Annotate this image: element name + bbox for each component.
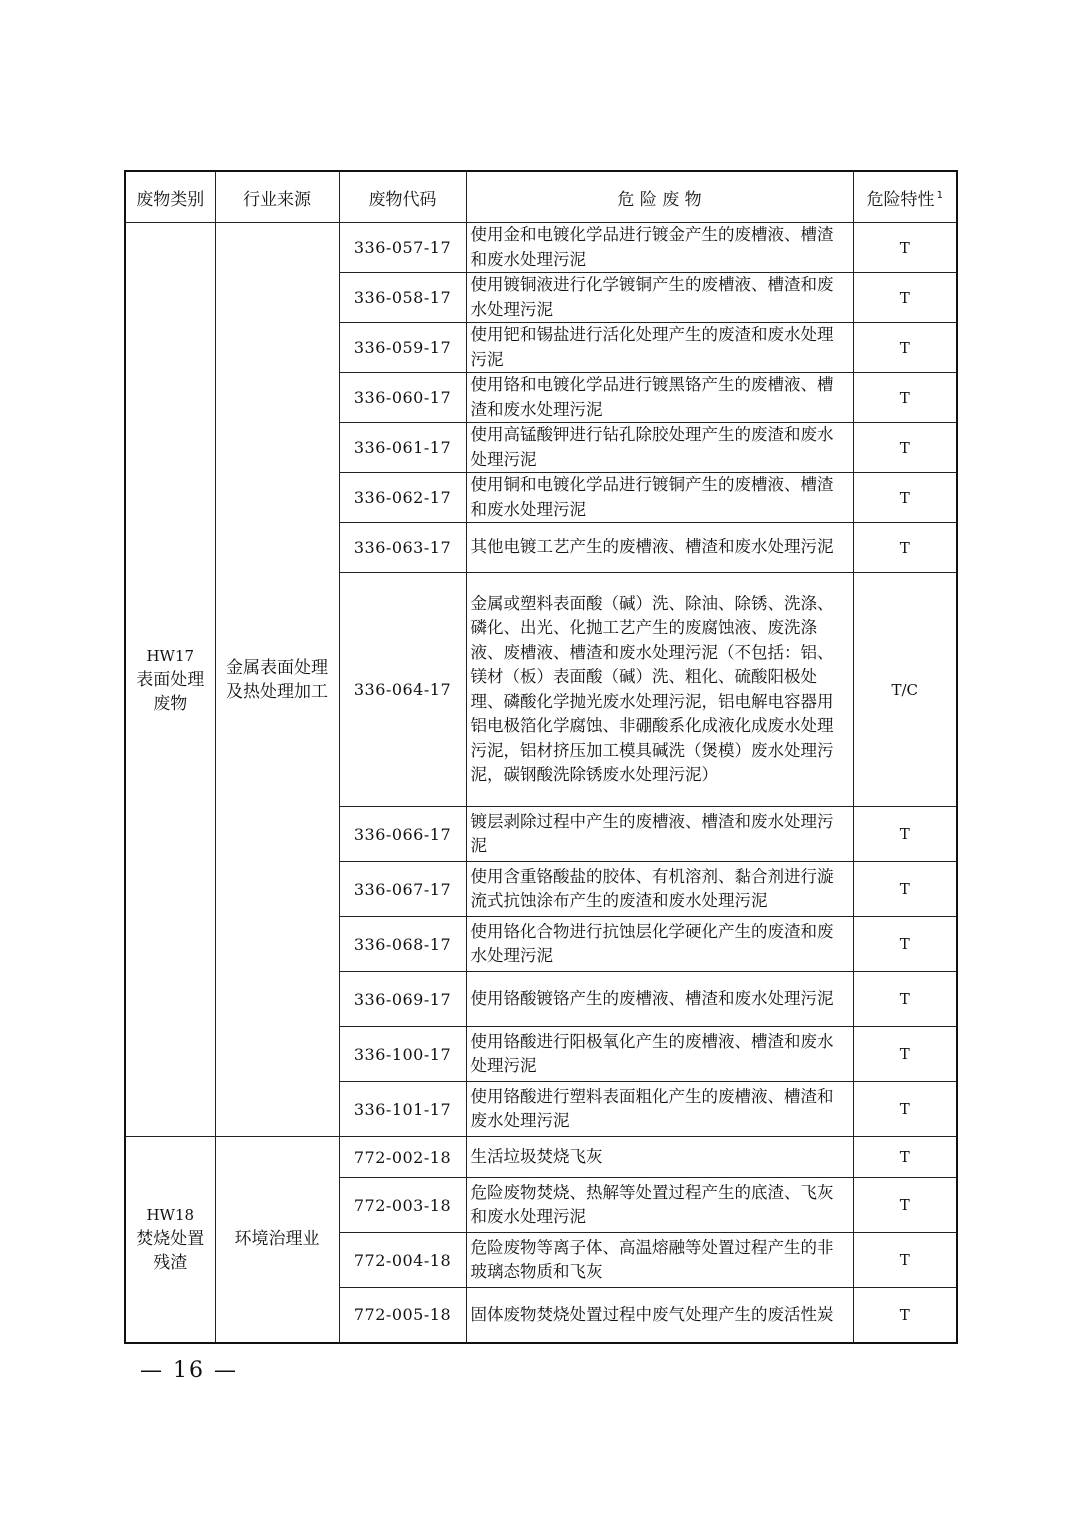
waste-description-cell: 使用铬酸镀铬产生的废槽液、槽渣和废水处理污泥 xyxy=(466,972,853,1027)
waste-code-cell: 336-066-17 xyxy=(339,807,466,862)
waste-description-cell: 镀层剥除过程中产生的废槽液、槽渣和废水处理污泥 xyxy=(466,807,853,862)
table-row xyxy=(125,1137,957,1178)
header-hazard xyxy=(853,171,957,223)
waste-code-cell: 336-067-17 xyxy=(339,862,466,917)
header-category: 废物类别 xyxy=(125,171,215,223)
category-line: HW18 xyxy=(146,1206,195,1225)
waste-code-cell: 772-004-18 xyxy=(339,1233,466,1288)
industry-line: 环境治理业 xyxy=(234,1229,320,1250)
waste-code-cell: 336-061-17 xyxy=(339,423,466,473)
header-code: 废物代码 xyxy=(339,171,466,223)
waste-code-cell: 772-003-18 xyxy=(339,1178,466,1233)
industry-line: 及热处理加工 xyxy=(226,681,328,702)
table-header-row xyxy=(125,171,957,223)
category-cell xyxy=(125,1137,215,1343)
category-line: 废物 xyxy=(153,693,188,714)
waste-description-cell: 使用含重铬酸盐的胶体、有机溶剂、黏合剂进行漩流式抗蚀涂布产生的废渣和废水处理污泥 xyxy=(466,862,853,917)
page-number: — 16 — xyxy=(140,1358,238,1383)
hazard-cell: T xyxy=(853,423,957,473)
hazard-cell: T xyxy=(853,917,957,972)
waste-code-cell: 336-058-17 xyxy=(339,273,466,323)
table-row xyxy=(125,223,957,273)
waste-description-cell: 使用铬化合物进行抗蚀层化学硬化产生的废渣和废水处理污泥 xyxy=(466,917,853,972)
hazard-cell: T xyxy=(853,1027,957,1082)
hazard-cell: T xyxy=(853,972,957,1027)
waste-description-cell: 使用金和电镀化学品进行镀金产生的废槽液、槽渣和废水处理污泥 xyxy=(466,223,853,273)
hazard-cell: T xyxy=(853,473,957,523)
waste-code-cell: 336-062-17 xyxy=(339,473,466,523)
category-cell xyxy=(125,223,215,1137)
industry-cell xyxy=(215,223,339,1137)
category-line: HW17 xyxy=(146,646,195,665)
category-line: 残渣 xyxy=(153,1253,188,1274)
footnote-marker: 1 xyxy=(936,189,943,201)
hazard-cell: T xyxy=(853,1082,957,1137)
waste-code-cell: 336-069-17 xyxy=(339,972,466,1027)
hazard-cell: T xyxy=(853,273,957,323)
waste-description-cell: 危险废物等离子体、高温熔融等处置过程产生的非玻璃态物质和飞灰 xyxy=(466,1233,853,1288)
hazard-cell: T xyxy=(853,1137,957,1178)
waste-description-cell: 使用铬和电镀化学品进行镀黑铬产生的废槽液、槽渣和废水处理污泥 xyxy=(466,373,853,423)
hazard-cell: T xyxy=(853,862,957,917)
header-hazard-label: 危险特性 xyxy=(866,189,935,210)
waste-description-cell: 使用铬酸进行塑料表面粗化产生的废槽液、槽渣和废水处理污泥 xyxy=(466,1082,853,1137)
waste-description-cell: 金属或塑料表面酸（碱）洗、除油、除锈、洗涤、磷化、出光、化抛工艺产生的废腐蚀液、废洗涤液、废槽液、槽渣和废水处理污泥（不包括：铝、镁材（板）表面酸（碱）洗、粗化、硫酸阳极处理、磷酸化学抛光废水处理污泥，铝电解电容器用铝电极箔化学腐蚀、非硼酸系化成液化成废水处理污泥，铝材挤压加工模具碱洗（煲模）废水处理污泥，碳钢酸洗除锈废水处理污泥） xyxy=(466,573,853,807)
category-line: 表面处理 xyxy=(136,669,205,690)
waste-code-cell: 336-068-17 xyxy=(339,917,466,972)
hazard-cell: T xyxy=(853,323,957,373)
hazard-cell: T xyxy=(853,1178,957,1233)
waste-description-cell: 使用镀铜液进行化学镀铜产生的废槽液、槽渣和废水处理污泥 xyxy=(466,273,853,323)
waste-code-cell: 336-057-17 xyxy=(339,223,466,273)
waste-description-cell: 固体废物焚烧处置过程中废气处理产生的废活性炭 xyxy=(466,1288,853,1343)
category-line: 焚烧处置 xyxy=(136,1229,205,1250)
hazardous-waste-table xyxy=(124,170,958,1344)
waste-description-cell: 生活垃圾焚烧飞灰 xyxy=(466,1137,853,1178)
header-waste: 危 险 废 物 xyxy=(466,171,853,223)
waste-code-cell: 336-059-17 xyxy=(339,323,466,373)
waste-code-cell: 336-101-17 xyxy=(339,1082,466,1137)
waste-description-cell: 危险废物焚烧、热解等处置过程产生的底渣、飞灰和废水处理污泥 xyxy=(466,1178,853,1233)
hazard-cell: T xyxy=(853,807,957,862)
waste-code-cell: 336-063-17 xyxy=(339,523,466,573)
waste-code-cell: 336-064-17 xyxy=(339,573,466,807)
waste-description-cell: 使用钯和锡盐进行活化处理产生的废渣和废水处理污泥 xyxy=(466,323,853,373)
hazard-cell: T/C xyxy=(853,573,957,807)
waste-description-cell: 其他电镀工艺产生的废槽液、槽渣和废水处理污泥 xyxy=(466,523,853,573)
waste-description-cell: 使用铬酸进行阳极氧化产生的废槽液、槽渣和废水处理污泥 xyxy=(466,1027,853,1082)
hazard-cell: T xyxy=(853,1233,957,1288)
industry-cell xyxy=(215,1137,339,1343)
hazard-cell: T xyxy=(853,1288,957,1343)
waste-description-cell: 使用高锰酸钾进行钻孔除胶处理产生的废渣和废水处理污泥 xyxy=(466,423,853,473)
waste-code-cell: 336-100-17 xyxy=(339,1027,466,1082)
industry-line: 金属表面处理 xyxy=(226,657,328,678)
table-body xyxy=(125,223,957,1343)
waste-code-cell: 336-060-17 xyxy=(339,373,466,423)
hazard-cell: T xyxy=(853,223,957,273)
header-industry: 行业来源 xyxy=(215,171,339,223)
waste-code-cell: 772-002-18 xyxy=(339,1137,466,1178)
hazard-cell: T xyxy=(853,523,957,573)
hazard-cell: T xyxy=(853,373,957,423)
waste-code-cell: 772-005-18 xyxy=(339,1288,466,1343)
waste-description-cell: 使用铜和电镀化学品进行镀铜产生的废槽液、槽渣和废水处理污泥 xyxy=(466,473,853,523)
